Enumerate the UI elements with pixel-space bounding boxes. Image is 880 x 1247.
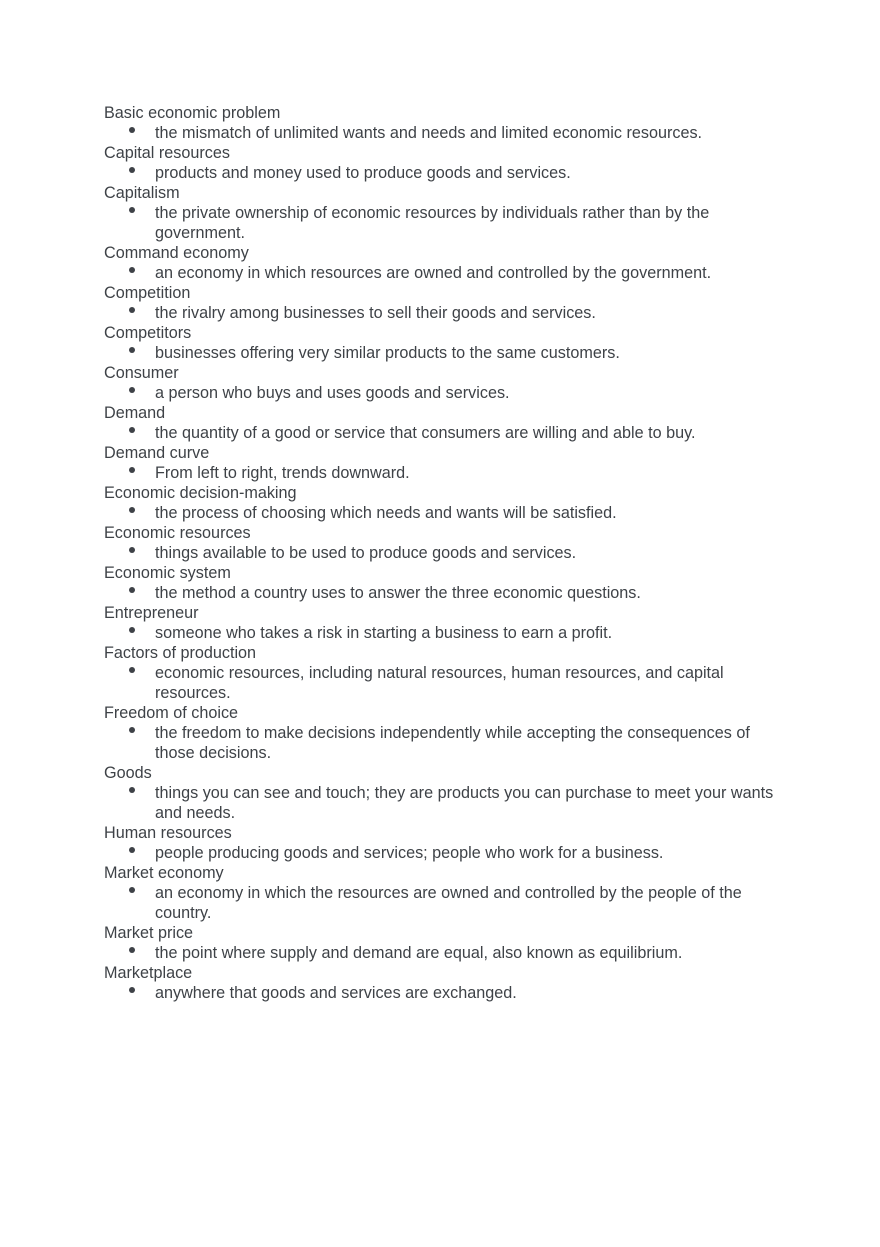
glossary-term: Consumer bbox=[104, 364, 179, 382]
definition-list bbox=[104, 123, 794, 143]
definition-item bbox=[104, 983, 785, 1003]
glossary-term: Demand bbox=[104, 404, 166, 422]
definition-item bbox=[104, 303, 785, 323]
definition-text: the quantity of a good or service that consumers are willing and able to buy. bbox=[155, 424, 696, 442]
definition-text: From left to right, trends downward. bbox=[155, 464, 410, 482]
definition-item bbox=[104, 203, 785, 243]
glossary-term: Economic resources bbox=[104, 524, 251, 542]
definition-item bbox=[104, 783, 785, 823]
definition-list bbox=[104, 303, 794, 323]
definition-item bbox=[104, 943, 785, 963]
glossary-term: Competition bbox=[104, 284, 191, 302]
bullet-icon bbox=[129, 787, 135, 793]
definition-item bbox=[104, 423, 785, 443]
glossary-entry bbox=[104, 443, 794, 483]
definition-list bbox=[104, 163, 794, 183]
definition-text: people producing goods and services; people who work for a business. bbox=[155, 844, 664, 862]
bullet-icon bbox=[129, 627, 135, 633]
glossary-entry bbox=[104, 143, 794, 183]
definition-text: things you can see and touch; they are products you can purchase to meet your wants and needs. bbox=[155, 784, 774, 822]
bullet-icon bbox=[129, 987, 135, 993]
glossary-term: Entrepreneur bbox=[104, 604, 199, 622]
definition-item bbox=[104, 163, 785, 183]
definition-text: someone who takes a risk in starting a business to earn a profit. bbox=[155, 624, 613, 642]
definition-text: the mismatch of unlimited wants and needs and limited economic resources. bbox=[155, 124, 703, 142]
glossary-term: Human resources bbox=[104, 824, 232, 842]
definition-list bbox=[104, 843, 794, 863]
glossary-entry bbox=[104, 863, 794, 923]
definition-list bbox=[104, 983, 794, 1003]
definition-text: the point where supply and demand are equal, also known as equilibrium. bbox=[155, 944, 683, 962]
glossary-entry bbox=[104, 563, 794, 603]
glossary-entry bbox=[104, 823, 794, 863]
definition-list bbox=[104, 543, 794, 563]
glossary-entry bbox=[104, 363, 794, 403]
glossary-term: Freedom of choice bbox=[104, 704, 239, 722]
definition-item bbox=[104, 623, 785, 643]
bullet-icon bbox=[129, 427, 135, 433]
definition-item bbox=[104, 383, 785, 403]
bullet-icon bbox=[129, 207, 135, 213]
glossary-entry bbox=[104, 603, 794, 643]
glossary-entry bbox=[104, 323, 794, 363]
glossary-entry bbox=[104, 283, 794, 323]
definition-list bbox=[104, 943, 794, 963]
definition-list bbox=[104, 623, 794, 643]
glossary-entry bbox=[104, 523, 794, 563]
definition-list bbox=[104, 383, 794, 403]
definition-list bbox=[104, 203, 794, 243]
glossary-term: Capitalism bbox=[104, 184, 180, 202]
definition-text: an economy in which resources are owned and controlled by the government. bbox=[155, 264, 712, 282]
definition-text: businesses offering very similar products to the same customers. bbox=[155, 344, 620, 362]
bullet-icon bbox=[129, 667, 135, 673]
glossary-entry bbox=[104, 243, 794, 283]
glossary-entry bbox=[104, 103, 794, 143]
definition-text: the method a country uses to answer the three economic questions. bbox=[155, 584, 641, 602]
definition-list bbox=[104, 723, 794, 763]
definition-list bbox=[104, 423, 794, 443]
definition-list bbox=[104, 263, 794, 283]
bullet-icon bbox=[129, 387, 135, 393]
definition-text: a person who buys and uses goods and services. bbox=[155, 384, 510, 402]
definition-item bbox=[104, 583, 785, 603]
definition-item bbox=[104, 663, 785, 703]
definition-text: things available to be used to produce goods and services. bbox=[155, 544, 577, 562]
glossary-entry bbox=[104, 763, 794, 823]
bullet-icon bbox=[129, 127, 135, 133]
bullet-icon bbox=[129, 587, 135, 593]
definition-list bbox=[104, 503, 794, 523]
definition-list bbox=[104, 463, 794, 483]
glossary-term: Marketplace bbox=[104, 964, 193, 982]
definition-text: anywhere that goods and services are exchanged. bbox=[155, 984, 517, 1002]
bullet-icon bbox=[129, 507, 135, 513]
bullet-icon bbox=[129, 347, 135, 353]
bullet-icon bbox=[129, 727, 135, 733]
glossary-entry bbox=[104, 403, 794, 443]
definition-item bbox=[104, 543, 785, 563]
definition-item bbox=[104, 883, 785, 923]
definition-item bbox=[104, 463, 785, 483]
glossary-term: Capital resources bbox=[104, 144, 230, 162]
glossary-term: Goods bbox=[104, 764, 152, 782]
glossary-entry bbox=[104, 703, 794, 763]
glossary-term: Market economy bbox=[104, 864, 224, 882]
glossary-term: Economic decision-making bbox=[104, 484, 297, 502]
definition-list bbox=[104, 783, 794, 823]
bullet-icon bbox=[129, 887, 135, 893]
definition-text: the rivalry among businesses to sell their goods and services. bbox=[155, 304, 596, 322]
bullet-icon bbox=[129, 307, 135, 313]
glossary-term: Demand curve bbox=[104, 444, 210, 462]
bullet-icon bbox=[129, 947, 135, 953]
definition-list bbox=[104, 583, 794, 603]
glossary-list bbox=[104, 103, 794, 1003]
glossary-entry bbox=[104, 183, 794, 243]
definition-list bbox=[104, 343, 794, 363]
glossary-term: Basic economic problem bbox=[104, 104, 281, 122]
bullet-icon bbox=[129, 267, 135, 273]
glossary-entry bbox=[104, 483, 794, 523]
definition-list bbox=[104, 663, 794, 703]
bullet-icon bbox=[129, 847, 135, 853]
glossary-term: Market price bbox=[104, 924, 194, 942]
definition-item bbox=[104, 723, 785, 763]
definition-text: an economy in which the resources are owned and controlled by the people of the country. bbox=[155, 884, 742, 922]
definition-item bbox=[104, 123, 785, 143]
bullet-icon bbox=[129, 467, 135, 473]
bullet-icon bbox=[129, 167, 135, 173]
definition-list bbox=[104, 883, 794, 923]
definition-text: the freedom to make decisions independently while accepting the consequences of those decisions. bbox=[155, 724, 750, 762]
definition-text: the private ownership of economic resources by individuals rather than by the government. bbox=[155, 204, 710, 242]
definition-item bbox=[104, 263, 785, 283]
glossary-term: Factors of production bbox=[104, 644, 257, 662]
bullet-icon bbox=[129, 547, 135, 553]
definition-text: the process of choosing which needs and wants will be satisfied. bbox=[155, 504, 617, 522]
glossary-term: Economic system bbox=[104, 564, 231, 582]
glossary-entry bbox=[104, 643, 794, 703]
glossary-entry bbox=[104, 923, 794, 963]
glossary-entry bbox=[104, 963, 794, 1003]
definition-text: economic resources, including natural resources, human resources, and capital resources. bbox=[155, 664, 724, 702]
definition-item bbox=[104, 343, 785, 363]
glossary-term: Competitors bbox=[104, 324, 192, 342]
definition-item bbox=[104, 843, 785, 863]
glossary-term: Command economy bbox=[104, 244, 249, 262]
definition-text: products and money used to produce goods and services. bbox=[155, 164, 571, 182]
definition-item bbox=[104, 503, 785, 523]
